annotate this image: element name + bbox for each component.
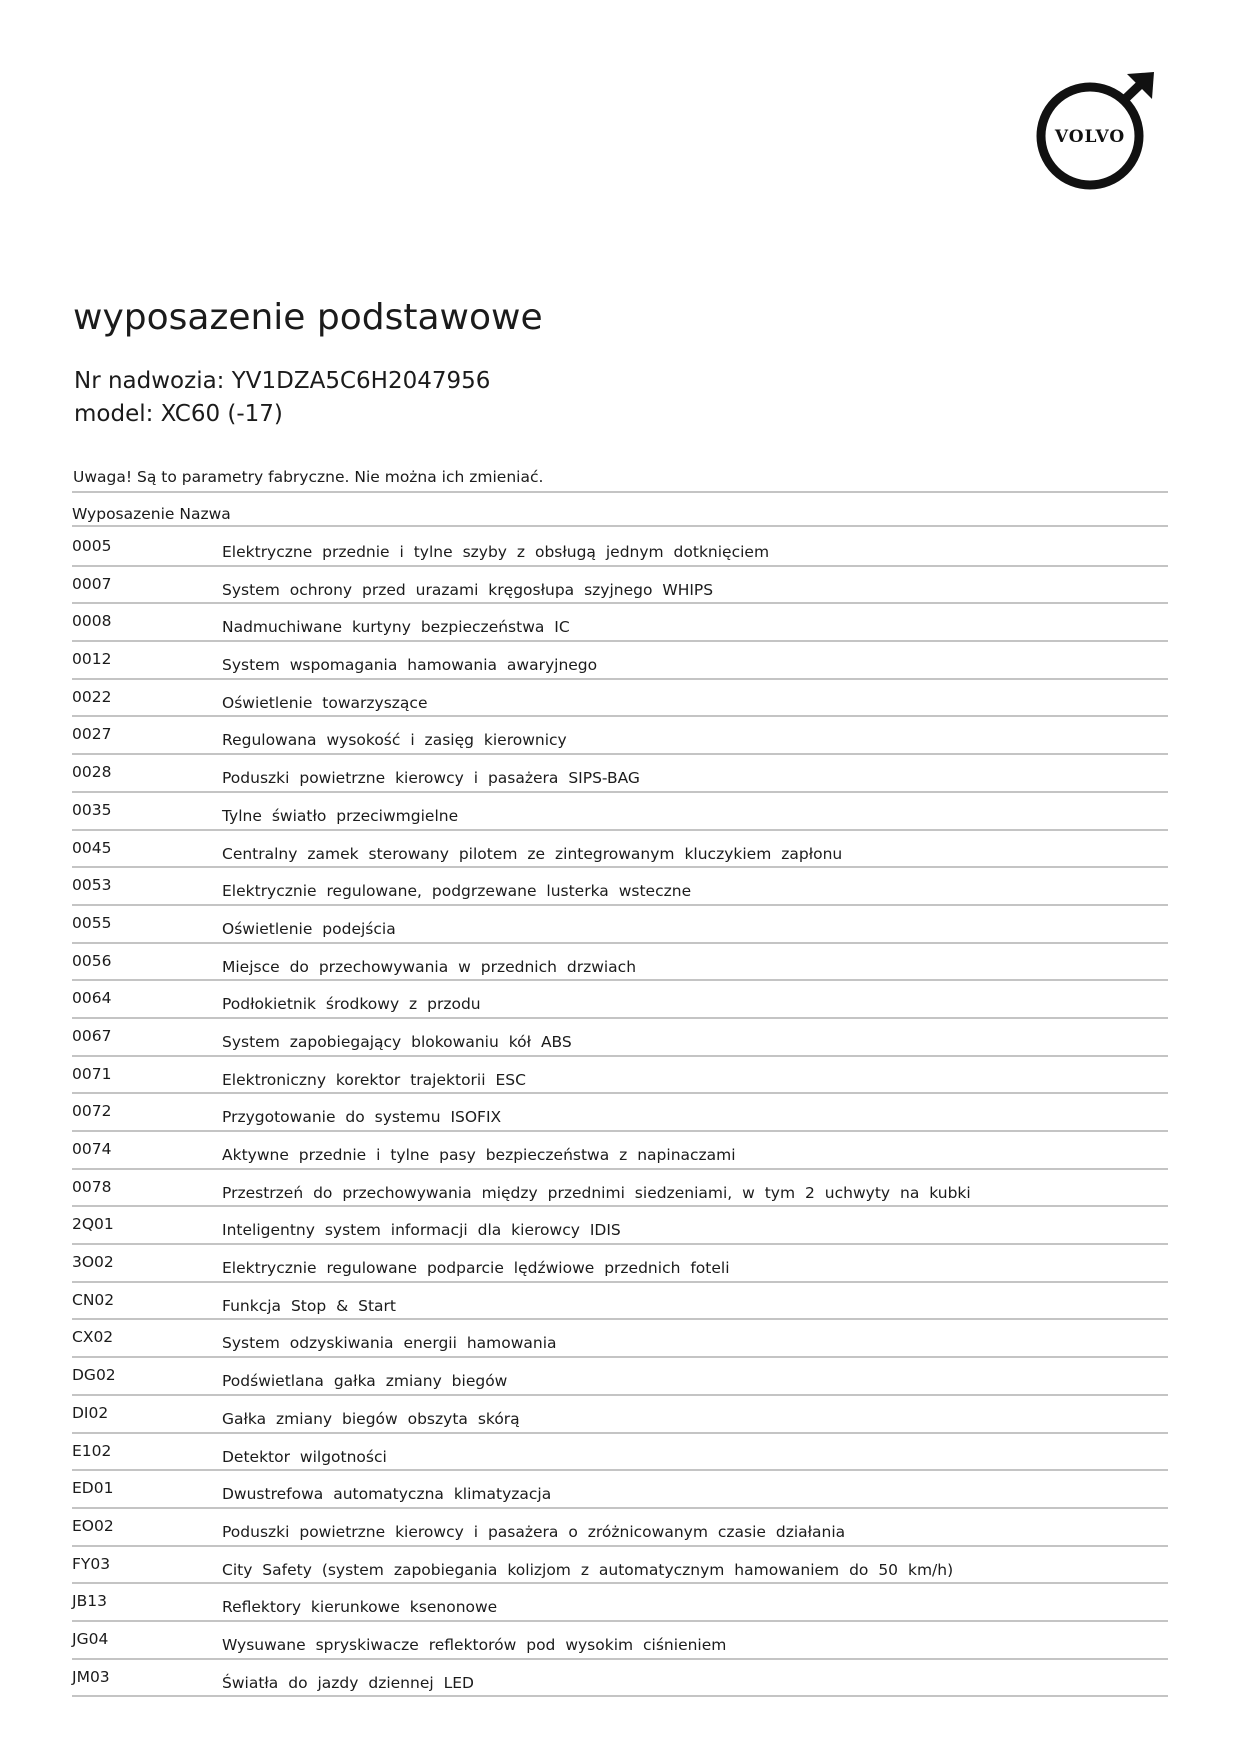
- equipment-code: 0045: [72, 838, 112, 857]
- equipment-name: Podświetlana gałka zmiany biegów: [222, 1372, 508, 1391]
- table-row: [72, 1320, 1168, 1358]
- equipment-code: 0056: [72, 951, 112, 970]
- equipment-code: 0005: [72, 537, 112, 555]
- table-row: [72, 981, 1168, 1019]
- equipment-name: Światła do jazdy dziennej LED: [222, 1673, 474, 1692]
- table-row: [72, 944, 1168, 982]
- table-row: [72, 1170, 1168, 1208]
- equipment-name: Wysuwane spryskiwacze reflektorów pod wysokim ciśnieniem: [222, 1635, 727, 1654]
- table-row: [72, 1207, 1168, 1245]
- equipment-name: Miejsce do przechowywania w przednich drzwiach: [222, 957, 637, 976]
- equipment-code: 0028: [72, 763, 112, 782]
- equipment-name: Centralny zamek sterowany pilotem ze zintegrowanym kluczykiem zapłonu: [222, 844, 843, 863]
- equipment-name: Podłokietnik środkowy z przodu: [222, 995, 481, 1014]
- header-divider: [72, 525, 1168, 527]
- table-row: [72, 1622, 1168, 1660]
- factory-notice: Uwaga! Są to parametry fabryczne. Nie można ich zmieniać.: [73, 468, 544, 486]
- table-row: [72, 1358, 1168, 1396]
- equipment-name: Detektor wilgotności: [222, 1447, 387, 1466]
- equipment-name: Przygotowanie do systemu ISOFIX: [222, 1108, 502, 1127]
- equipment-code: 0055: [72, 913, 112, 932]
- vin-number: Nr nadwozia: YV1DZA5C6H2047956: [74, 368, 491, 394]
- equipment-code: CX02: [72, 1328, 114, 1347]
- equipment-name: Oświetlenie podejścia: [222, 919, 396, 938]
- table-row: [72, 1132, 1168, 1170]
- table-row: [72, 1471, 1168, 1509]
- equipment-name: Inteligentny system informacji dla kierowcy IDIS: [222, 1221, 621, 1240]
- table-row: [72, 1019, 1168, 1057]
- equipment-code: FY03: [72, 1554, 111, 1573]
- table-row: [72, 868, 1168, 906]
- volvo-logo: [1030, 70, 1160, 200]
- equipment-table: [72, 529, 1168, 1697]
- table-row: [72, 1245, 1168, 1283]
- equipment-code: 0012: [72, 650, 112, 669]
- equipment-name: System ochrony przed urazami kręgosłupa szyjnego WHIPS: [222, 580, 714, 599]
- equipment-code: 0027: [72, 725, 112, 744]
- equipment-code: DG02: [72, 1366, 116, 1385]
- table-row: [72, 567, 1168, 605]
- equipment-code: CN02: [72, 1290, 115, 1309]
- table-row: [72, 642, 1168, 680]
- equipment-name: Poduszki powietrzne kierowcy i pasażera o zróżnicowanym czasie działania: [222, 1522, 846, 1541]
- equipment-code: 0078: [72, 1177, 112, 1196]
- equipment-code: 0008: [72, 612, 112, 631]
- equipment-name: Elektrycznie regulowane podparcie lędźwiowe przednich foteli: [222, 1259, 730, 1278]
- equipment-code: 0067: [72, 1026, 112, 1045]
- table-row: [72, 906, 1168, 944]
- equipment-name: Elektryczne przednie i tylne szyby z obsługą jednym dotknięciem: [222, 543, 770, 561]
- table-row: [72, 755, 1168, 793]
- equipment-code: 0072: [72, 1102, 112, 1121]
- equipment-code: 0053: [72, 876, 112, 895]
- table-row: [72, 1094, 1168, 1132]
- equipment-code: 2Q01: [72, 1215, 114, 1234]
- equipment-name: Aktywne przednie i tylne pasy bezpieczeństwa z napinaczami: [222, 1146, 736, 1164]
- equipment-name: System zapobiegający blokowaniu kół ABS: [222, 1032, 572, 1051]
- logo-wordmark: VOLVO: [1054, 127, 1126, 147]
- table-row: [72, 831, 1168, 869]
- table-row: [72, 1434, 1168, 1472]
- equipment-name: Poduszki powietrzne kierowcy i pasażera SIPS-BAG: [222, 769, 640, 788]
- equipment-code: 0074: [72, 1140, 112, 1158]
- table-row: [72, 1396, 1168, 1434]
- table-row: [72, 604, 1168, 642]
- table-row: [72, 680, 1168, 718]
- equipment-name: System wspomagania hamowania awaryjnego: [222, 656, 598, 675]
- equipment-name: Gałka zmiany biegów obszyta skórą: [222, 1409, 520, 1428]
- equipment-code: DI02: [72, 1403, 109, 1422]
- equipment-code: 0035: [72, 800, 112, 819]
- table-row: [72, 1660, 1168, 1698]
- equipment-code: 0071: [72, 1064, 112, 1083]
- equipment-name: Funkcja Stop & Start: [222, 1296, 396, 1315]
- equipment-name: System odzyskiwania energii hamowania: [222, 1334, 557, 1353]
- equipment-code: 0007: [72, 574, 112, 593]
- table-row: [72, 1584, 1168, 1622]
- table-row: [72, 1509, 1168, 1547]
- equipment-name: Dwustrefowa automatyczna klimatyzacja: [222, 1485, 552, 1504]
- equipment-code: 0064: [72, 989, 112, 1008]
- equipment-code: 3O02: [72, 1253, 114, 1272]
- equipment-code: 0022: [72, 687, 112, 706]
- equipment-name: Oświetlenie towarzyszące: [222, 693, 428, 712]
- table-row: [72, 1283, 1168, 1321]
- equipment-name: Tylne światło przeciwmgielne: [222, 806, 459, 825]
- equipment-code: JB13: [72, 1592, 107, 1611]
- model-name: model: XC60 (-17): [74, 401, 283, 427]
- table-row: [72, 1057, 1168, 1095]
- table-row: [72, 793, 1168, 831]
- table-row: [72, 717, 1168, 755]
- equipment-name: Regulowana wysokość i zasięg kierownicy: [222, 731, 567, 750]
- equipment-name: Reflektory kierunkowe ksenonowe: [222, 1598, 498, 1617]
- table-row: [72, 529, 1168, 567]
- notice-divider: [72, 491, 1168, 493]
- equipment-name: Przestrzeń do przechowywania między przednimi siedzeniami, w tym 2 uchwyty na kubki: [222, 1183, 971, 1202]
- table-row: [72, 1547, 1168, 1585]
- equipment-code: EO02: [72, 1516, 114, 1535]
- table-header: Wyposazenie Nazwa: [72, 505, 231, 523]
- equipment-name: City Safety (system zapobiegania kolizjom z automatycznym hamowaniem do 50 km/h): [222, 1560, 954, 1579]
- page-title: wyposazenie podstawowe: [73, 297, 543, 338]
- equipment-name: Elektrycznie regulowane, podgrzewane lusterka wsteczne: [222, 882, 692, 901]
- equipment-code: E102: [72, 1441, 112, 1460]
- equipment-code: ED01: [72, 1479, 114, 1498]
- equipment-name: Elektroniczny korektor trajektorii ESC: [222, 1070, 526, 1089]
- equipment-code: JG04: [72, 1629, 109, 1648]
- equipment-name: Nadmuchiwane kurtyny bezpieczeństwa IC: [222, 618, 570, 637]
- equipment-code: JM03: [72, 1667, 110, 1686]
